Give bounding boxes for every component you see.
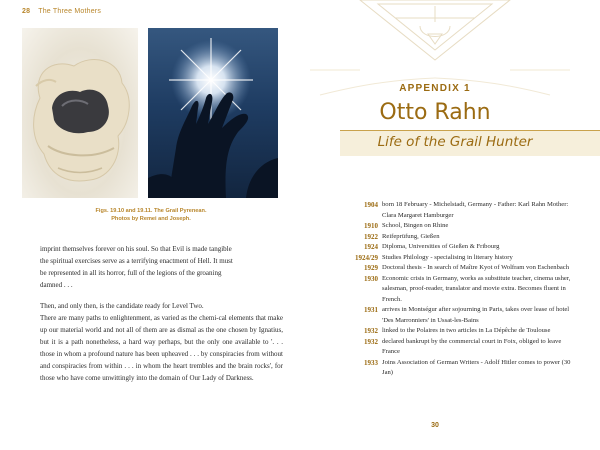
caption-line-2: Photos by Remei and Joseph.	[111, 216, 191, 222]
timeline-text: Studies Philology - specialising in literary history	[382, 253, 513, 261]
timeline-year: 1924	[364, 243, 378, 251]
body-line: Then, and only then, is the candidate ready for Level Two.	[40, 302, 204, 310]
right-page-number: 30	[431, 422, 439, 429]
timeline-row	[345, 263, 575, 274]
grail-stone-photo	[22, 28, 138, 198]
body-line: damned . . .	[40, 281, 73, 289]
timeline-row	[345, 274, 575, 306]
timeline-row	[345, 242, 575, 253]
timeline-row	[345, 200, 575, 221]
appendix-title: Otto Rahn	[379, 100, 491, 125]
appendix-label: APPENDIX 1	[399, 83, 471, 94]
body-paragraph-3	[40, 312, 283, 384]
timeline-year: 1910	[364, 222, 378, 230]
timeline	[345, 200, 575, 379]
timeline-year: 1931	[364, 306, 378, 314]
timeline-text: Reifeprüfung, Gießen	[382, 232, 440, 240]
timeline-year: 1932	[364, 337, 378, 346]
timeline-text: Diploma, Universities of Gießen & Fribourg	[382, 243, 500, 250]
timeline-year: 1932	[364, 327, 378, 335]
left-page-number: 28	[22, 8, 31, 15]
timeline-row	[345, 358, 575, 379]
timeline-year: 1929	[364, 264, 378, 272]
right-page	[300, 0, 600, 450]
timeline-text: declared bankrupt by the commercial court in Foix, obliged to leave France	[382, 337, 562, 355]
timeline-text: School, Bingen on Rhine	[382, 222, 449, 229]
body-line: imprint themselves forever on his soul. So that Evil is made tangible	[40, 245, 232, 253]
timeline-text: Joins Association of German Writers - Adolf Hitler comes to power (30 Jan)	[382, 358, 571, 376]
timeline-row	[345, 221, 575, 232]
running-head	[22, 8, 101, 15]
body-line: the spiritual exercises serve as a terrifying enactment of Hell. It must	[40, 257, 233, 265]
timeline-year: 1933	[364, 358, 378, 367]
timeline-row	[345, 337, 575, 358]
appendix-subtitle: Life of the Grail Hunter	[377, 134, 533, 150]
timeline-text: Economic crisis in Germany, works as substitute teacher, cinema usher, salesman, proof-reader, translator and movie extra. Becomes fluent in French.	[382, 274, 571, 303]
body-line: be represented in all its horror, full of the legions of the groaning	[40, 269, 222, 277]
timeline-year: 1904	[364, 201, 378, 209]
body-paragraph-2	[40, 300, 283, 312]
figure-caption	[22, 207, 280, 223]
timeline-year: 1922	[364, 232, 378, 241]
timeline-row	[345, 253, 575, 264]
timeline-text: arrives in Montségur after sojourning in Paris, takes over lease of hotel 'Des Marronniers' in Ussat-les-Bains	[382, 306, 570, 324]
body-line: There are many paths to enlightenment, as varied as the chemi-cal elements that make up our material world and not all of them are as dismal as the one chosen by Ignatius, but it is a path nonetheless, a hard way perhaps, but the only one available to '. . . those in whom a profound nature has been upheaved . . . by conspiracies from without and conspiracies from within . . . in whom the heart trembles and the brain rocks', for those who have come unwittingly into the domain of Our Lady of Darkness.	[40, 314, 283, 382]
running-head-title: The Three Mothers	[38, 8, 102, 15]
subtitle-rule	[340, 130, 600, 131]
timeline-text: Doctoral thesis - In search of Maître Kyot of Wolfram von Eschenbach	[382, 264, 570, 271]
body-paragraph-1	[40, 243, 283, 291]
timeline-row	[345, 232, 575, 243]
sun-hands-photo	[148, 28, 278, 198]
timeline-row	[345, 305, 575, 326]
caption-line-1: Figs. 19.10 and 19.11. The Grail Pyrenean.	[95, 208, 207, 214]
timeline-row	[345, 326, 575, 337]
timeline-year: 1924/29	[355, 253, 378, 262]
timeline-text: born 18 February - Michelstadt, Germany - Father: Karl Rahn Mother: Clara Margaret Hamburger	[382, 201, 569, 219]
timeline-text: linked to the Polaires in two articles in La Dépêche de Toulouse	[382, 327, 551, 334]
timeline-year: 1930	[364, 274, 378, 283]
